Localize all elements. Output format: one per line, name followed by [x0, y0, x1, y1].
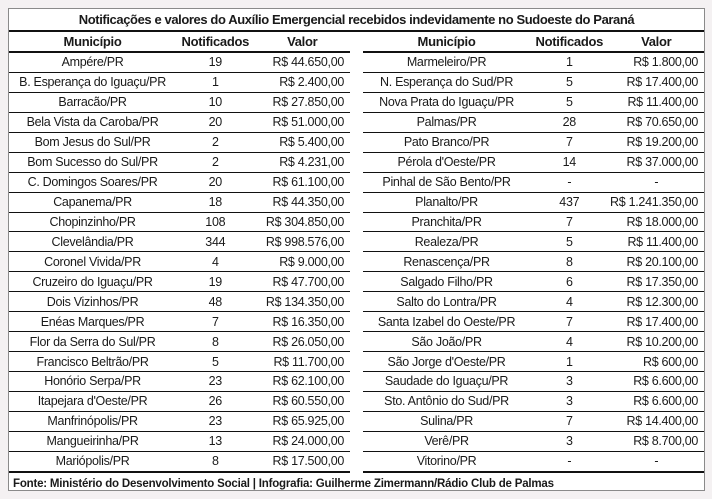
- cell-municipio: Francisco Beltrão/PR: [9, 352, 176, 372]
- cell-notificados: 14: [530, 152, 608, 172]
- infographic-table-frame: [8, 8, 705, 491]
- cell-notificados: 5: [530, 72, 608, 92]
- cell-valor: R$ 47.700,00: [255, 272, 351, 292]
- cell-municipio: B. Esperança do Iguaçu/PR: [9, 72, 176, 92]
- cell-valor: R$ 2.400,00: [255, 72, 351, 92]
- table-row: [9, 252, 350, 272]
- cell-valor: R$ 6.600,00: [609, 391, 705, 411]
- left-table-header: [9, 32, 350, 52]
- cell-municipio: Pranchita/PR: [363, 212, 530, 232]
- cell-notificados: 3: [530, 372, 608, 392]
- cell-municipio: Nova Prata do Iguaçu/PR: [363, 92, 530, 112]
- cell-valor: R$ 11.700,00: [255, 352, 351, 372]
- table-row: [9, 72, 350, 92]
- cell-notificados: 10: [176, 92, 254, 112]
- cell-notificados: 26: [176, 391, 254, 411]
- table-row: [9, 292, 350, 312]
- source-note: Fonte: Ministério do Desenvolvimento Social | Infografia: Guilherme Zimermann/Rádio Club de Palmas: [13, 478, 554, 490]
- table-row: [363, 52, 704, 72]
- table-row: [363, 232, 704, 252]
- cell-valor: R$ 6.600,00: [609, 372, 705, 392]
- cell-notificados: 4: [530, 292, 608, 312]
- cell-notificados: 1: [176, 72, 254, 92]
- table-row: [363, 172, 704, 192]
- cell-valor: R$ 44.350,00: [255, 192, 351, 212]
- cell-valor: R$ 44.650,00: [255, 52, 351, 72]
- cell-valor: R$ 51.000,00: [255, 112, 351, 132]
- cell-municipio: Dois Vizinhos/PR: [9, 292, 176, 312]
- cell-valor: R$ 62.100,00: [255, 372, 351, 392]
- cell-notificados: 7: [530, 312, 608, 332]
- cell-municipio: Chopinzinho/PR: [9, 212, 176, 232]
- cell-notificados: 6: [530, 272, 608, 292]
- cell-notificados: 19: [176, 272, 254, 292]
- table-row: [363, 272, 704, 292]
- cell-valor: R$ 17.350,00: [609, 272, 705, 292]
- cell-valor: R$ 1.800,00: [609, 52, 705, 72]
- cell-valor: R$ 5.400,00: [255, 132, 351, 152]
- cell-valor: R$ 37.000,00: [609, 152, 705, 172]
- cell-municipio: Manfrinópolis/PR: [9, 411, 176, 431]
- cell-municipio: Palmas/PR: [363, 112, 530, 132]
- cell-valor: R$ 11.400,00: [609, 92, 705, 112]
- table-row: [9, 172, 350, 192]
- cell-valor: R$ 19.200,00: [609, 132, 705, 152]
- table-row: [9, 312, 350, 332]
- cell-valor: R$ 11.400,00: [609, 232, 705, 252]
- cell-notificados: -: [530, 451, 608, 472]
- cell-valor: -: [609, 172, 705, 192]
- table-row: [9, 232, 350, 252]
- cell-valor: R$ 4.231,00: [255, 152, 351, 172]
- cell-valor: R$ 1.241.350,00: [609, 192, 705, 212]
- infographic-title: Notificações e valores do Auxílio Emergencial recebidos indevidamente no Sudoeste do Paraná: [9, 9, 704, 32]
- cell-valor: R$ 17.400,00: [609, 72, 705, 92]
- cell-municipio: Verê/PR: [363, 431, 530, 451]
- table-row: [363, 252, 704, 272]
- cell-municipio: Bom Jesus do Sul/PR: [9, 132, 176, 152]
- table-row: [363, 332, 704, 352]
- cell-notificados: 4: [530, 332, 608, 352]
- right-table: [363, 32, 704, 473]
- cell-valor: R$ 998.576,00: [255, 232, 351, 252]
- cell-notificados: 8: [530, 252, 608, 272]
- table-row: [363, 411, 704, 431]
- table-row: [9, 92, 350, 112]
- cell-valor: R$ 27.850,00: [255, 92, 351, 112]
- column-header-notificados: Notificados: [176, 32, 254, 52]
- cell-notificados: 18: [176, 192, 254, 212]
- cell-municipio: Pinhal de São Bento/PR: [363, 172, 530, 192]
- cell-notificados: 5: [176, 352, 254, 372]
- left-table-body: [9, 52, 350, 472]
- cell-valor: R$ 18.000,00: [609, 212, 705, 232]
- cell-municipio: Capanema/PR: [9, 192, 176, 212]
- column-header-valor: Valor: [609, 32, 705, 52]
- cell-municipio: N. Esperança do Sud/PR: [363, 72, 530, 92]
- cell-valor: R$ 60.550,00: [255, 391, 351, 411]
- cell-municipio: São João/PR: [363, 332, 530, 352]
- table-row: [363, 152, 704, 172]
- cell-valor: R$ 17.400,00: [609, 312, 705, 332]
- cell-valor: R$ 8.700,00: [609, 431, 705, 451]
- cell-notificados: 7: [176, 312, 254, 332]
- cell-valor: R$ 10.200,00: [609, 332, 705, 352]
- cell-municipio: Vitorino/PR: [363, 451, 530, 472]
- table-row: [9, 332, 350, 352]
- cell-municipio: Salto do Lontra/PR: [363, 292, 530, 312]
- cell-notificados: 2: [176, 152, 254, 172]
- cell-municipio: Pérola d'Oeste/PR: [363, 152, 530, 172]
- cell-notificados: 7: [530, 132, 608, 152]
- table-row: [363, 312, 704, 332]
- cell-notificados: 20: [176, 172, 254, 192]
- cell-notificados: 5: [530, 232, 608, 252]
- cell-notificados: 5: [530, 92, 608, 112]
- table-row: [363, 112, 704, 132]
- cell-notificados: 23: [176, 372, 254, 392]
- cell-notificados: 1: [530, 52, 608, 72]
- left-table: [9, 32, 350, 473]
- cell-notificados: 3: [530, 391, 608, 411]
- cell-notificados: 2: [176, 132, 254, 152]
- table-row: [363, 352, 704, 372]
- table-row: [363, 192, 704, 212]
- cell-notificados: 7: [530, 411, 608, 431]
- cell-notificados: 344: [176, 232, 254, 252]
- table-row: [363, 391, 704, 411]
- cell-municipio: Cruzeiro do Iguaçu/PR: [9, 272, 176, 292]
- cell-notificados: 19: [176, 52, 254, 72]
- cell-municipio: Salgado Filho/PR: [363, 272, 530, 292]
- cell-municipio: Ampére/PR: [9, 52, 176, 72]
- table-row: [9, 132, 350, 152]
- table-row: [9, 152, 350, 172]
- cell-municipio: Sto. Antônio do Sud/PR: [363, 391, 530, 411]
- cell-valor: R$ 70.650,00: [609, 112, 705, 132]
- table-row: [9, 372, 350, 392]
- cell-notificados: -: [530, 172, 608, 192]
- table-row: [9, 451, 350, 472]
- cell-notificados: 23: [176, 411, 254, 431]
- column-header-notificados: Notificados: [530, 32, 608, 52]
- cell-valor: R$ 600,00: [609, 352, 705, 372]
- cell-municipio: Itapejara d'Oeste/PR: [9, 391, 176, 411]
- column-header-municipio: Município: [363, 32, 530, 52]
- cell-notificados: 1: [530, 352, 608, 372]
- cell-municipio: C. Domingos Soares/PR: [9, 172, 176, 192]
- cell-valor: -: [609, 451, 705, 472]
- right-table-body: [363, 52, 704, 472]
- table-row: [9, 212, 350, 232]
- cell-valor: R$ 26.050,00: [255, 332, 351, 352]
- cell-valor: R$ 16.350,00: [255, 312, 351, 332]
- table-row: [9, 272, 350, 292]
- cell-municipio: Honório Serpa/PR: [9, 372, 176, 392]
- table-row: [9, 112, 350, 132]
- cell-notificados: 4: [176, 252, 254, 272]
- column-header-municipio: Município: [9, 32, 176, 52]
- cell-notificados: 8: [176, 332, 254, 352]
- cell-municipio: Enéas Marques/PR: [9, 312, 176, 332]
- cell-valor: R$ 65.925,00: [255, 411, 351, 431]
- column-header-valor: Valor: [255, 32, 351, 52]
- cell-notificados: 28: [530, 112, 608, 132]
- table-row: [9, 431, 350, 451]
- cell-notificados: 20: [176, 112, 254, 132]
- cell-notificados: 7: [530, 212, 608, 232]
- cell-notificados: 13: [176, 431, 254, 451]
- cell-municipio: Pato Branco/PR: [363, 132, 530, 152]
- header-row: [363, 32, 704, 52]
- cell-municipio: Coronel Vivida/PR: [9, 252, 176, 272]
- cell-municipio: Sulina/PR: [363, 411, 530, 431]
- cell-municipio: Bela Vista da Caroba/PR: [9, 112, 176, 132]
- table-row: [363, 132, 704, 152]
- cell-valor: R$ 24.000,00: [255, 431, 351, 451]
- table-row: [9, 192, 350, 212]
- cell-valor: R$ 134.350,00: [255, 292, 351, 312]
- cell-notificados: 108: [176, 212, 254, 232]
- table-row: [363, 372, 704, 392]
- cell-municipio: Mangueirinha/PR: [9, 431, 176, 451]
- cell-municipio: Planalto/PR: [363, 192, 530, 212]
- cell-valor: R$ 20.100,00: [609, 252, 705, 272]
- cell-municipio: Bom Sucesso do Sul/PR: [9, 152, 176, 172]
- cell-valor: R$ 17.500,00: [255, 451, 351, 472]
- cell-notificados: 3: [530, 431, 608, 451]
- cell-municipio: Marmeleiro/PR: [363, 52, 530, 72]
- cell-municipio: Santa Izabel do Oeste/PR: [363, 312, 530, 332]
- right-table-header: [363, 32, 704, 52]
- table-row: [9, 352, 350, 372]
- cell-municipio: Mariópolis/PR: [9, 451, 176, 472]
- cell-valor: R$ 304.850,00: [255, 212, 351, 232]
- table-row: [9, 52, 350, 72]
- table-row: [363, 72, 704, 92]
- cell-municipio: Clevelândia/PR: [9, 232, 176, 252]
- cell-municipio: Barracão/PR: [9, 92, 176, 112]
- cell-valor: R$ 9.000,00: [255, 252, 351, 272]
- table-row: [363, 92, 704, 112]
- table-row: [9, 411, 350, 431]
- cell-notificados: 48: [176, 292, 254, 312]
- cell-municipio: Flor da Serra do Sul/PR: [9, 332, 176, 352]
- cell-municipio: Realeza/PR: [363, 232, 530, 252]
- cell-notificados: 437: [530, 192, 608, 212]
- table-row: [363, 431, 704, 451]
- cell-municipio: Renascença/PR: [363, 252, 530, 272]
- table-row: [363, 292, 704, 312]
- cell-municipio: São Jorge d'Oeste/PR: [363, 352, 530, 372]
- table-row: [363, 451, 704, 472]
- cell-notificados: 8: [176, 451, 254, 472]
- table-row: [363, 212, 704, 232]
- cell-municipio: Saudade do Iguaçu/PR: [363, 372, 530, 392]
- header-row: [9, 32, 350, 52]
- table-row: [9, 391, 350, 411]
- cell-valor: R$ 61.100,00: [255, 172, 351, 192]
- cell-valor: R$ 14.400,00: [609, 411, 705, 431]
- tables-container: [9, 32, 704, 473]
- cell-valor: R$ 12.300,00: [609, 292, 705, 312]
